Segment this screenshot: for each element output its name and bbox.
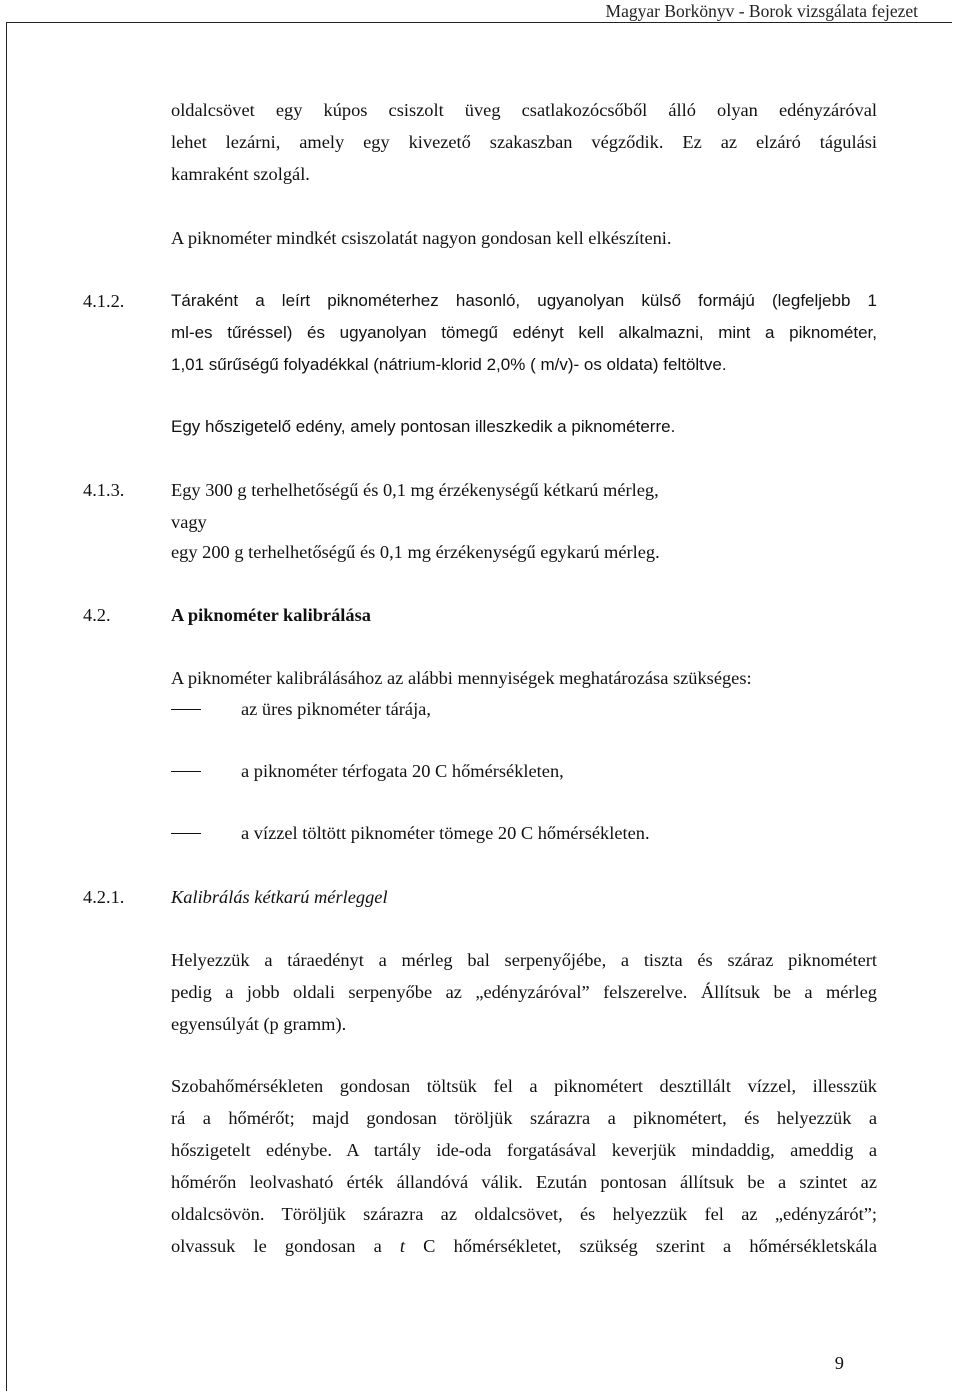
page-number: 9 [834, 1353, 844, 1373]
s42-title: A piknométer kalibrálása [171, 605, 371, 625]
s413-line-1: Egy 300 g terhelhetőségű és 0,1 mg érzékenységű kétkarú mérleg, [171, 480, 659, 500]
s42-item-2: a piknométer térfogata 20 C hőmérsékleten, [241, 761, 564, 781]
section-number-4-1-3: 4.1.3. [83, 480, 125, 500]
list-dash-1 [171, 709, 201, 710]
s42-item-1: az üres piknométer tárája, [241, 699, 431, 719]
s421-p2-line-5: oldalcsövön. Töröljük szárazra az oldalcsövet, és helyezzük fel az „edényzárót”; [171, 1204, 877, 1224]
temperature-variable: t [399, 1236, 406, 1256]
list-dash-3 [171, 833, 201, 834]
s421-p1-line-3: egyensúlyát (p gramm). [171, 1014, 347, 1034]
s421-p2-line-6 [171, 1235, 877, 1257]
s421-p1-line-1: Helyezzük a táraedényt a mérleg bal serpenyőjébe, a tiszta és száraz piknométert [171, 950, 877, 970]
s413-line-3: egy 200 g terhelhetőségű és 0,1 mg érzékenységű egykarú mérleg. [171, 542, 660, 562]
section-number-4-2: 4.2. [83, 605, 111, 625]
section-number-4-2-1: 4.2.1. [83, 887, 125, 907]
section-number-4-1-2: 4.1.2. [83, 291, 125, 311]
s42-intro: A piknométer kalibrálásához az alábbi mennyiségek meghatározása szükséges: [171, 668, 752, 688]
s421-p2-line-4: hőmérőn leolvasható érték állandóvá válik. Ezután pontosan állítsuk be a szintet az [171, 1172, 877, 1192]
s421-p2-line-2: rá a hőmérőt; majd gondosan töröljük szárazra a piknométert, és helyezzük a [171, 1108, 877, 1128]
s421-last-after: C hőmérsékletet, szükség szerint a hőmérsékletskála [405, 1236, 877, 1256]
s413-line-2: vagy [171, 512, 207, 532]
running-header: Magyar Borkönyv - Borok vizsgálata fejezet [605, 1, 918, 21]
s412-line-3: 1,01 sűrűségű folyadékkal (nátrium-klorid 2,0% ( m/v)- os oldata) feltöltve. [171, 355, 727, 374]
intro-note: A piknométer mindkét csiszolatát nagyon gondosan kell elkészíteni. [171, 228, 672, 248]
s421-p1-line-2: pedig a jobb oldali serpenyőbe az „edényzáróval” felszerelve. Állítsuk be a mérleg [171, 982, 877, 1002]
s421-last-before: olvassuk le gondosan a [171, 1236, 400, 1256]
intro-line-1: oldalcsövet egy kúpos csiszolt üveg csatlakozócsőből álló olyan edényzáróval [171, 100, 877, 120]
s412-note: Egy hőszigetelő edény, amely pontosan illeszkedik a piknométerre. [171, 417, 676, 436]
s421-title: Kalibrálás kétkarú mérleggel [171, 887, 388, 907]
s421-p2-line-3: hőszigetelt edénybe. A tartály ide-oda forgatásával keverjük mindaddig, ameddig a [171, 1140, 877, 1160]
s412-line-2: ml-es tűréssel) és ugyanolyan tömegű edényt kell alkalmazni, mint a piknométer, [171, 323, 877, 342]
s421-p2-line-1: Szobahőmérsékleten gondosan töltsük fel a piknométert desztillált vízzel, illesszük [171, 1076, 877, 1096]
intro-line-2: lehet lezárni, amely egy kivezető szakaszban végződik. Ez az elzáró tágulási [171, 132, 877, 152]
s412-line-1: Táraként a leírt piknométerhez hasonló, ugyanolyan külső formájú (legfeljebb 1 [171, 291, 877, 310]
s42-item-3: a vízzel töltött piknométer tömege 20 C hőmérsékleten. [241, 823, 650, 843]
list-dash-2 [171, 771, 201, 772]
intro-line-3: kamraként szolgál. [171, 164, 310, 184]
